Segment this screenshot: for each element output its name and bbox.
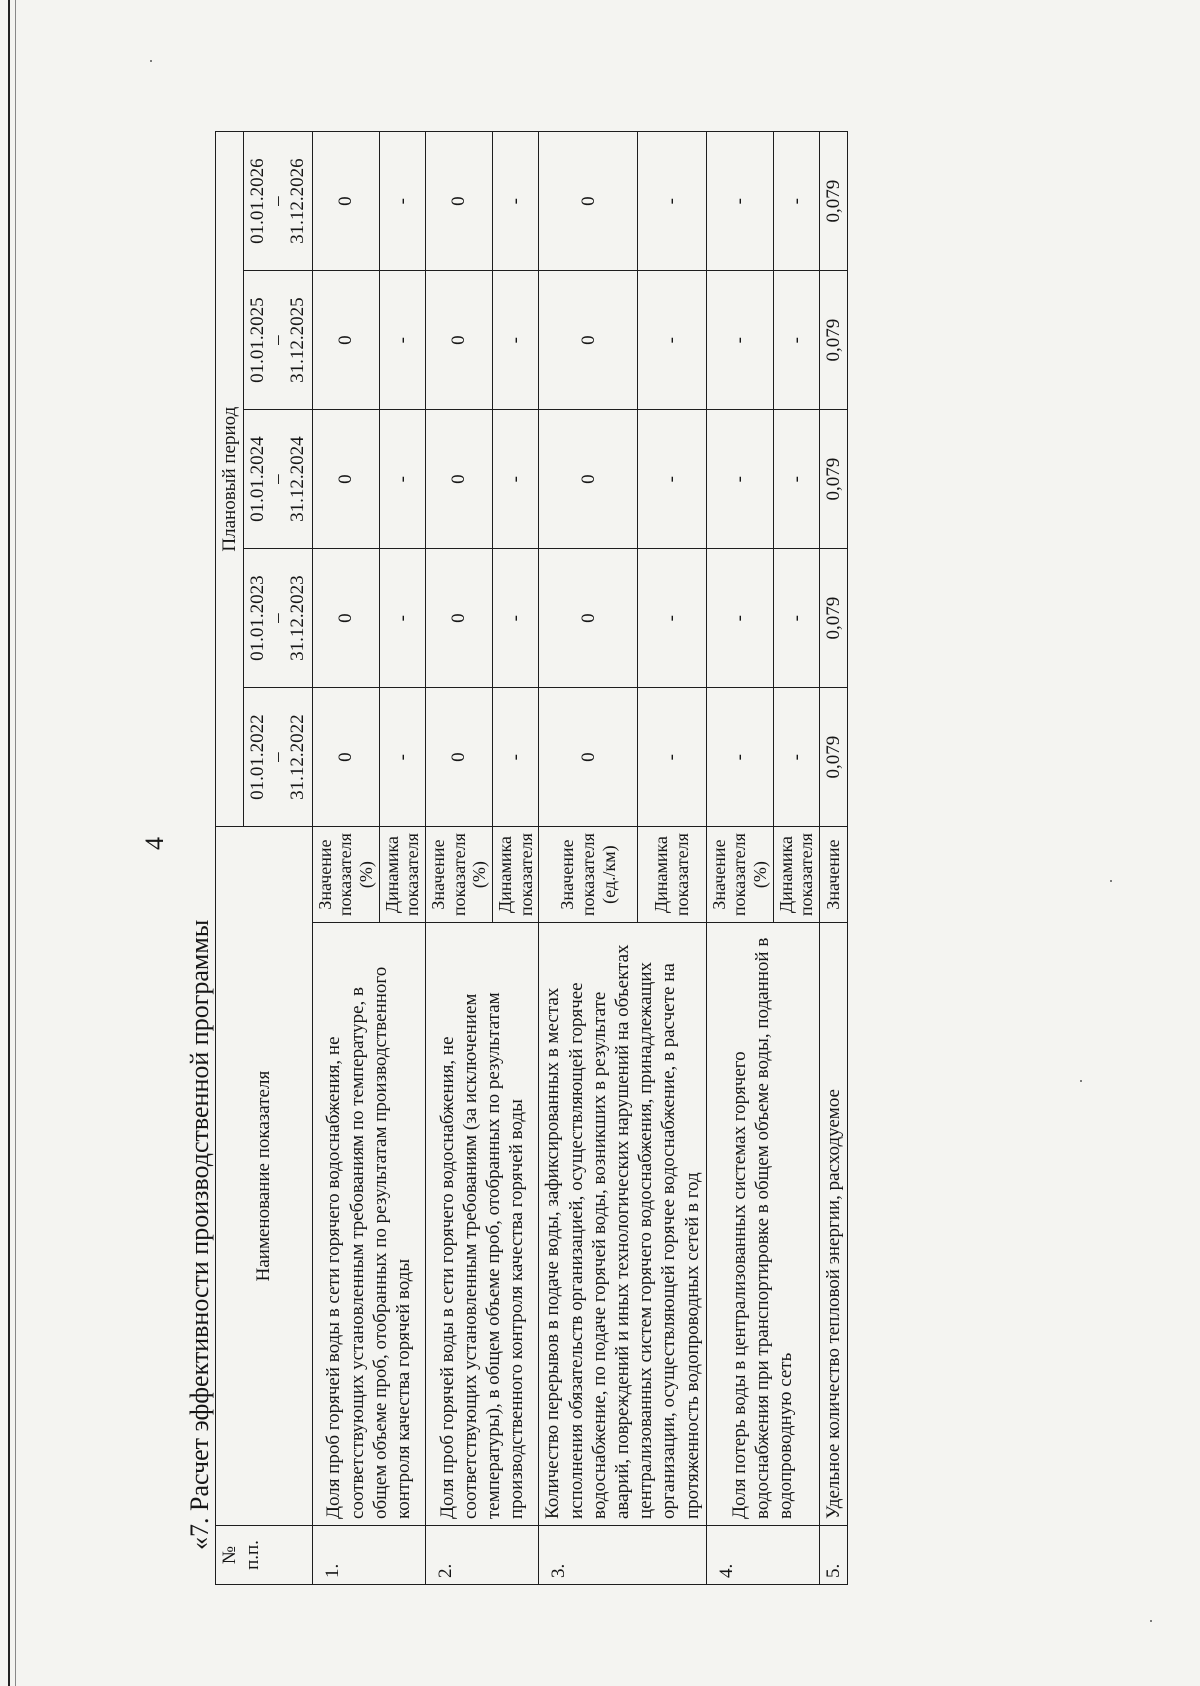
indicator-dynamic: -	[773, 132, 819, 271]
indicator-dynamic: -	[773, 549, 819, 688]
period-dash: –	[267, 474, 289, 484]
period-dash: –	[267, 752, 289, 762]
indicator-value: 0	[539, 271, 638, 410]
indicator-dynamic: -	[379, 688, 425, 827]
rotated-page	[0, 50, 1200, 1640]
indicator-type-dynamic: Динамика показателя	[493, 827, 539, 923]
indicator-value: 0,079	[820, 549, 848, 688]
indicator-name: Доля потерь воды в централизованных системах горячего водоснабжения при транспортировке в общем объеме воды, поданной в водопроводную сеть	[706, 923, 819, 1526]
indicator-dynamic: -	[773, 410, 819, 549]
indicator-value: 0	[312, 688, 379, 827]
period-header	[244, 132, 312, 271]
indicator-type-dynamic: Динамика показателя	[379, 827, 425, 923]
period-to: 31.12.2022	[287, 714, 309, 800]
period-from: 01.01.2025	[247, 297, 269, 383]
row-number: 4.	[706, 1526, 819, 1585]
row-number: 5.	[820, 1526, 848, 1585]
period-header	[244, 410, 312, 549]
indicator-dynamic: -	[773, 271, 819, 410]
header-planned-period: Плановый период	[216, 132, 244, 827]
indicator-dynamic: -	[493, 410, 539, 549]
indicator-dynamic: -	[638, 132, 706, 271]
performance-table	[215, 131, 848, 1585]
indicator-value: 0,079	[820, 688, 848, 827]
indicator-value: 0	[426, 271, 493, 410]
indicator-dynamic: -	[493, 132, 539, 271]
indicator-value: -	[706, 549, 773, 688]
indicator-name: Удельное количество тепловой энергии, расходуемое	[820, 923, 848, 1526]
indicator-value: 0	[539, 688, 638, 827]
indicator-value: 0	[426, 410, 493, 549]
header-num: № п.п.	[216, 1526, 313, 1585]
period-to: 31.12.2023	[287, 575, 309, 661]
table-row	[539, 132, 638, 1585]
table-row	[706, 132, 773, 1585]
indicator-value: -	[706, 132, 773, 271]
indicator-dynamic: -	[638, 271, 706, 410]
indicator-value: 0,079	[820, 410, 848, 549]
document-title: «7. Расчет эффективности производственной программы	[185, 919, 214, 1550]
indicator-value: 0	[426, 549, 493, 688]
indicator-type-value: Значение показателя (%)	[312, 827, 379, 923]
period-to: 31.12.2025	[287, 297, 309, 383]
page-number: 4	[140, 837, 169, 850]
indicator-dynamic: -	[493, 688, 539, 827]
indicator-value: 0	[312, 549, 379, 688]
indicator-value: -	[706, 271, 773, 410]
period-header	[244, 549, 312, 688]
indicator-value: 0,079	[820, 271, 848, 410]
period-dash: –	[267, 335, 289, 345]
indicator-type-value: Значение	[820, 827, 848, 923]
indicator-type-value: Значение показателя (ед./км)	[539, 827, 638, 923]
indicator-type-dynamic: Динамика показателя	[638, 827, 706, 923]
indicator-value: 0	[426, 132, 493, 271]
indicator-dynamic: -	[379, 132, 425, 271]
period-to: 31.12.2024	[287, 436, 309, 522]
indicator-value: 0	[539, 132, 638, 271]
period-from: 01.01.2022	[247, 714, 269, 800]
indicator-dynamic: -	[638, 549, 706, 688]
table-row	[820, 132, 848, 1585]
period-from: 01.01.2026	[247, 158, 269, 244]
period-header	[244, 688, 312, 827]
indicator-value: 0	[312, 271, 379, 410]
indicator-name: Количество перерывов в подаче воды, зафиксированных в местах исполнения обязательств организацией, осуществляющей горячее водоснабжение, по подаче горячей воды, возникших в результате аварий, повреждений и иных технологических нарушений на объектах централизованных систем горячего водоснабжения, принадлежащих организации, осуществляющей горячее водоснабжение, в расчете на протяженность водопроводных сетей в год	[539, 923, 706, 1526]
indicator-value: -	[706, 688, 773, 827]
row-number: 1.	[312, 1526, 425, 1585]
header-name: Наименование показателя	[216, 827, 313, 1526]
header-row-1	[216, 132, 244, 1585]
indicator-type-value: Значение показателя (%)	[706, 827, 773, 923]
period-from: 01.01.2024	[247, 436, 269, 522]
indicator-dynamic: -	[773, 688, 819, 827]
indicator-dynamic: -	[638, 688, 706, 827]
row-number: 3.	[539, 1526, 706, 1585]
indicator-dynamic: -	[638, 410, 706, 549]
indicator-type-value: Значение показателя (%)	[426, 827, 493, 923]
period-to: 31.12.2026	[287, 158, 309, 244]
indicator-dynamic: -	[493, 549, 539, 688]
indicator-value: 0	[312, 132, 379, 271]
indicator-dynamic: -	[379, 549, 425, 688]
indicator-value: 0	[539, 410, 638, 549]
period-from: 01.01.2023	[247, 575, 269, 661]
indicator-value: 0	[312, 410, 379, 549]
indicator-dynamic: -	[379, 271, 425, 410]
indicator-dynamic: -	[493, 271, 539, 410]
indicator-type-dynamic: Динамика показателя	[773, 827, 819, 923]
indicator-value: 0	[426, 688, 493, 827]
indicator-value: 0	[539, 549, 638, 688]
period-dash: –	[267, 613, 289, 623]
row-number: 2.	[426, 1526, 539, 1585]
period-dash: –	[267, 196, 289, 206]
indicator-name: Доля проб горячей воды в сети горячего водоснабжения, не соответствующих установленным требованиям (за исключением температуры), в общем объеме проб, отобранных по результатам производственного контроля качества горячей воды	[426, 923, 539, 1526]
table-row	[312, 132, 379, 1585]
indicator-value: 0,079	[820, 132, 848, 271]
table-row	[426, 132, 493, 1585]
indicator-name: Доля проб горячей воды в сети горячего водоснабжения, не соответствующих установленным требованиям по температуре, в общем объеме проб, отобранных по результатам производственного контроля качества горячей воды	[312, 923, 425, 1526]
period-header	[244, 271, 312, 410]
indicator-dynamic: -	[379, 410, 425, 549]
indicator-value: -	[706, 410, 773, 549]
